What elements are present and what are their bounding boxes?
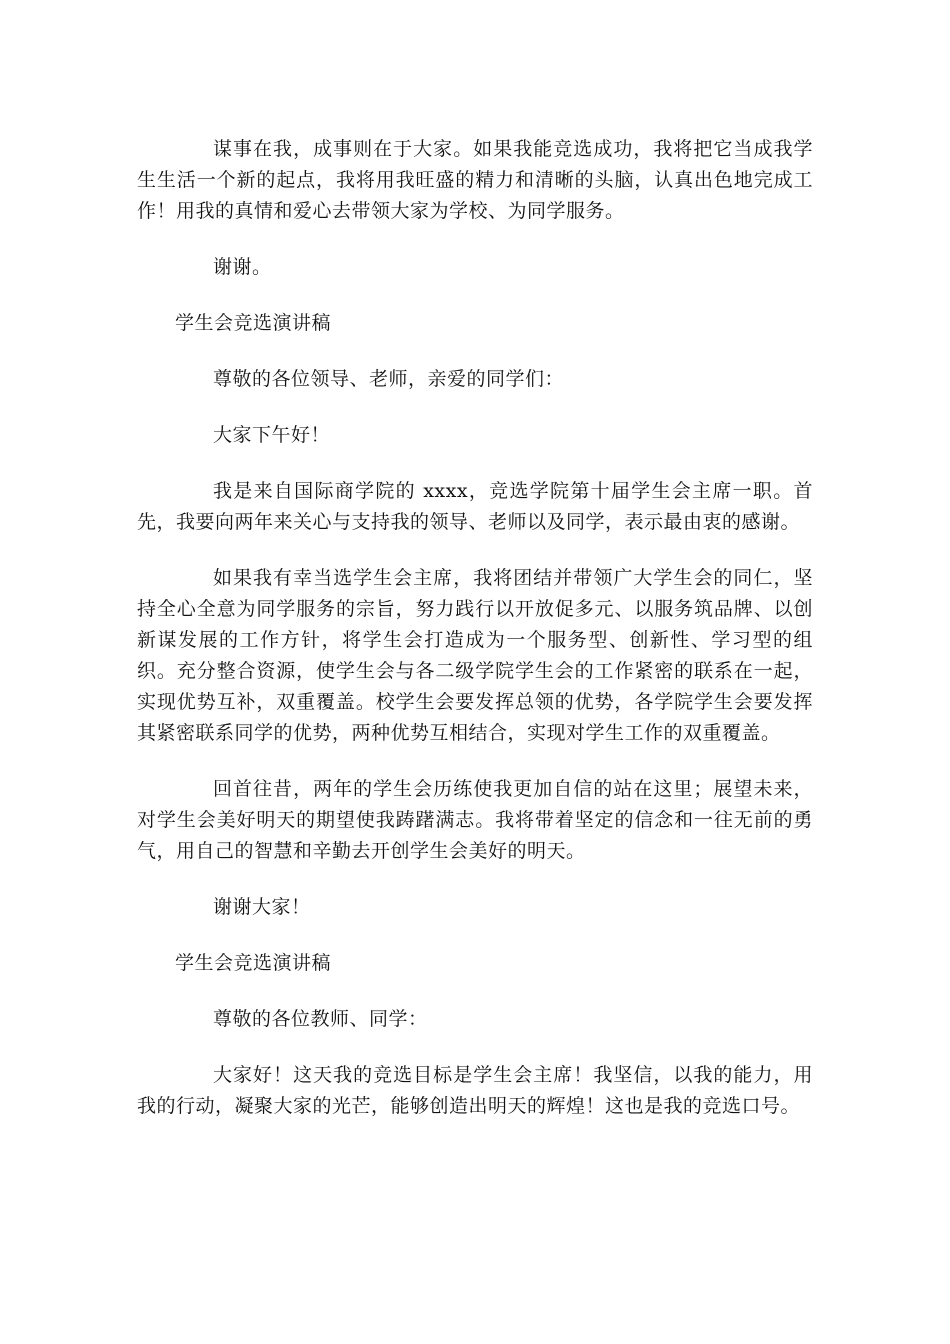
paragraph <box>137 892 813 923</box>
text-line: 我要向两年来关心与支持我的领导、老师以及同学，表示最由衷的感谢。 <box>176 511 801 533</box>
text-line: 学生会竞选演讲稿 <box>175 952 332 974</box>
paragraph <box>137 420 813 451</box>
section-title <box>137 308 813 339</box>
text-line: 学生会竞选演讲稿 <box>175 312 332 334</box>
text-line: 回首往昔，两年的学生会历练使我更加自信的站在这里；展望未来，对 <box>137 778 813 831</box>
text-line: 学生会美好明天的期望使我踌躇满志。我将带着坚定的信念和一往无前的勇气， <box>137 809 813 862</box>
paragraph <box>137 364 813 395</box>
text-line: 谋事在我，成事则在于大家。如果我能竞选成功，我将把它当成我学生 <box>137 138 813 191</box>
paragraph <box>137 563 813 749</box>
text-line: 尊敬的各位教师、同学： <box>213 1008 428 1030</box>
paragraph <box>137 252 813 283</box>
paragraph <box>137 1004 813 1035</box>
paragraph <box>137 134 813 227</box>
paragraph <box>137 476 813 538</box>
section-title <box>137 948 813 979</box>
paragraph <box>137 774 813 867</box>
text-line: 大家下午好！ <box>213 424 331 446</box>
text-line: 全心全意为同学服务的宗旨，努力践行以开放促多元、以服务筑品牌、以创新谋 <box>137 598 813 651</box>
text-line: 尊敬的各位领导、老师，亲爱的同学们： <box>213 368 565 390</box>
text-line: 的行动，凝聚大家的光芒，能够创造出明天的辉煌！这也是我的竞选口号。 <box>156 1095 801 1117</box>
document-body <box>137 134 813 1147</box>
text-line: 学的优势，两种优势互相结合，实现对学生工作的双重覆盖。 <box>254 722 781 744</box>
paragraph <box>137 1060 813 1122</box>
text-line: 我是来自国际商学院的 xxxx，竞选学院第十届学生会主席一职。首先， <box>137 480 813 533</box>
text-line: 谢谢大家！ <box>213 896 311 918</box>
text-line: 用自己的智慧和辛勤去开创学生会美好的明天。 <box>176 840 586 862</box>
text-line: 谢谢。 <box>213 256 272 278</box>
text-line: 用我的真情和爱心去带领大家为学校、为同学服务。 <box>176 200 625 222</box>
text-line: 如果我有幸当选学生会主席，我将团结并带领广大学生会的同仁，坚持 <box>137 567 813 620</box>
text-line: 生活一个新的起点，我将用我旺盛的精力和清晰的头脑，认真出色地完成工作！ <box>137 169 813 222</box>
text-line: 补，双重覆盖。校学生会要发挥总领的优势，各学院学生会要发挥其紧密联系同 <box>137 691 813 744</box>
text-line: 整合资源，使学生会与各二级学院学生会的工作紧密的联系在一起，实现优势互 <box>137 660 813 713</box>
text-line: 发展的工作方针，将学生会打造成为一个服务型、创新性、学习型的组织。充分 <box>137 629 813 682</box>
text-line: 大家好！这天我的竞选目标是学生会主席！我坚信，以我的能力，用我 <box>137 1064 813 1117</box>
